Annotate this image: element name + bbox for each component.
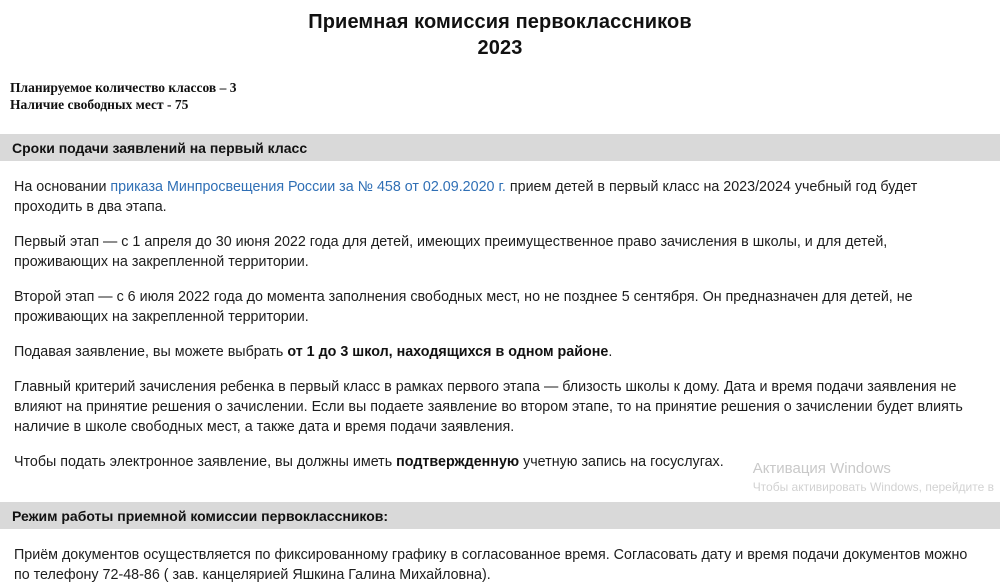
paragraph-text: Подавая заявление, вы можете выбрать	[14, 344, 288, 360]
page-title-line1: Приемная комиссия первоклассников	[308, 11, 692, 33]
paragraph-text: учетную запись на госуслугах.	[519, 454, 724, 470]
paragraph	[14, 452, 978, 472]
paragraph	[14, 177, 978, 217]
classes-planned: Планируемое количество классов – 3	[10, 80, 237, 95]
section-heading-schedule-label: Режим работы приемной комиссии первоклассников:	[12, 507, 389, 524]
free-places: Наличие свободных мест - 75	[10, 97, 189, 112]
paragraph-text: .	[608, 344, 613, 360]
admission-meta	[10, 79, 1000, 113]
paragraph-text: прием детей в первый класс на 2023/2024 учебный год будет проходить в два этапа.	[14, 179, 918, 215]
paragraph	[14, 342, 978, 362]
paragraph	[14, 377, 978, 437]
paragraph-text: Приём документов осуществляется по фиксированному графику в согласованное время. Согласовать дату и время подачи документов можно по телефону 72-48-86 ( зав. канцелярией Яшкина Галина Михайловна).	[14, 547, 968, 583]
section-body-deadlines	[0, 177, 1000, 472]
order-link[interactable]: приказа Минпросвещения России за № 458 от 02.09.2020 г.	[110, 179, 506, 195]
watermark-line1: Активация Windows	[752, 460, 891, 477]
paragraph-emphasis: подтвержденную	[396, 454, 520, 470]
section-heading-deadlines-label: Сроки подачи заявлений на первый класс	[12, 139, 308, 156]
paragraph-text: Первый этап — с 1 апреля до 30 июня 2022 года для детей, имеющих преимущественное право зачисления в школы, и для детей, проживающих на закрепленной территории.	[14, 234, 888, 270]
paragraph-text: На основании	[14, 179, 111, 195]
page-title	[0, 0, 1000, 61]
section-heading-deadlines	[0, 134, 1000, 161]
watermark-line2: Чтобы активировать Windows, перейдите в	[752, 480, 994, 494]
page-title-line2: 2023	[477, 37, 523, 59]
paragraph	[14, 545, 978, 585]
paragraph-text: Чтобы подать электронное заявление, вы должны иметь	[14, 454, 397, 470]
section-body-schedule	[0, 545, 1000, 585]
paragraph-text: Главный критерий зачисления ребенка в первый класс в рамках первого этапа — близость школы к дому. Дата и время подачи заявления не влияют на принятие решения о зачислении. Если вы подаете заявление во втором этапе, то на принятие решения о зачислении будет влиять наличие в школе свободных мест, а также дата и время подачи заявления.	[14, 379, 963, 435]
paragraph	[14, 232, 978, 272]
paragraph	[14, 287, 978, 327]
spacer	[0, 472, 1000, 481]
section-heading-schedule	[0, 502, 1000, 529]
paragraph-text: Второй этап — с 6 июля 2022 года до момента заполнения свободных мест, но не позднее 5 сентября. Он предназначен для детей, не проживающих на закрепленной территории.	[14, 289, 913, 325]
paragraph-emphasis: от 1 до 3 школ, находящихся в одном районе	[287, 344, 609, 360]
